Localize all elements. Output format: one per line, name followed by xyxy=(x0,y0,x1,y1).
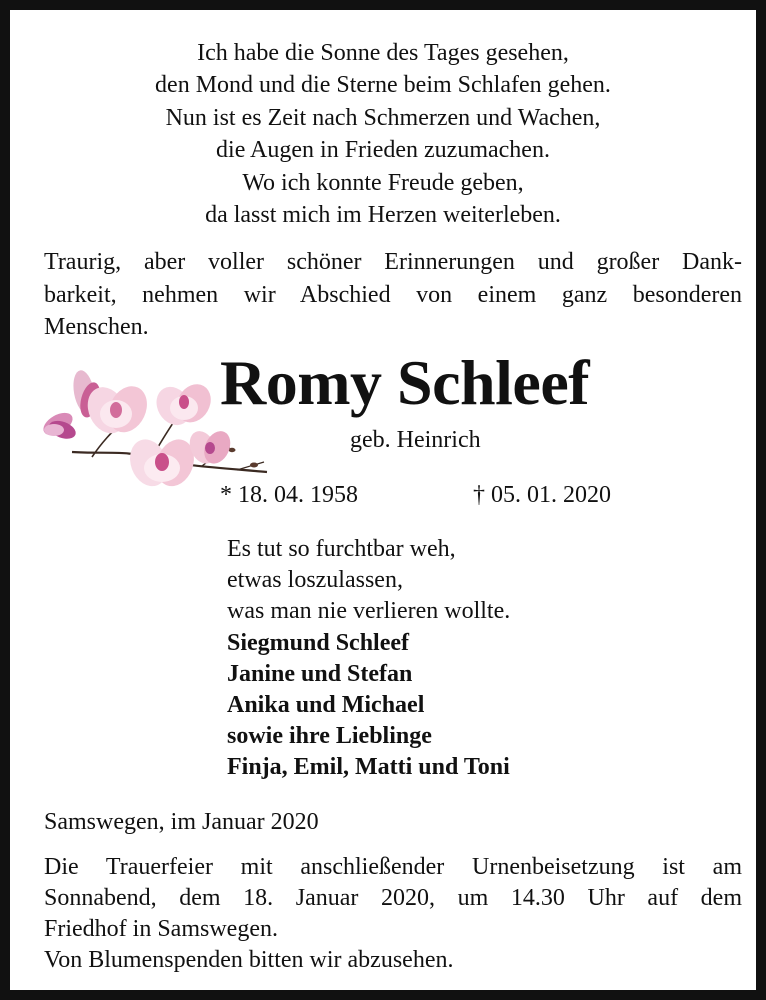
mourner-name: Siegmund Schleef xyxy=(227,629,410,656)
poem-line: die Augen in Frieden zuzumachen. xyxy=(216,137,550,164)
mourning-line: Es tut so furchtbar weh, xyxy=(227,536,456,562)
mourning-block xyxy=(227,534,510,784)
poem-line: da lasst mich im Herzen weiterleben. xyxy=(205,202,561,229)
mourning-line: etwas loszulassen, xyxy=(227,567,403,594)
intro-line: barkeit, nehmen wir Abschied von einem ganz besonderen xyxy=(44,281,742,308)
service-line: Die Trauerfeier mit anschließender Urnenbeisetzung ist am xyxy=(44,854,742,880)
intro-line: Traurig, aber voller schöner Erinnerungen und großer Dank- xyxy=(44,249,742,275)
poem-line: den Mond und die Sterne beim Schlafen gehen. xyxy=(155,72,611,99)
poem-line: Ich habe die Sonne des Tages gesehen, xyxy=(197,40,569,66)
mourner-name: sowie ihre Lieblinge xyxy=(227,723,432,750)
mourner-name: Anika und Michael xyxy=(227,692,425,719)
deceased-name: Romy Schleef xyxy=(220,347,590,418)
birth-date: * 18. 04. 1958 xyxy=(220,482,358,508)
place-date: Samswegen, im Januar 2020 xyxy=(44,809,319,835)
poem xyxy=(22,37,744,231)
poem-line: Wo ich konnte Freude geben, xyxy=(242,169,524,196)
service-line: Sonnabend, dem 18. Januar 2020, um 14.30 Uhr auf dem xyxy=(44,885,742,911)
service-line: Friedhof in Samswegen. xyxy=(44,916,278,942)
service-info xyxy=(44,852,742,976)
service-line: Von Blumenspenden bitten wir abzusehen. xyxy=(44,947,454,973)
mourner-name: Janine und Stefan xyxy=(227,660,413,687)
intro-text xyxy=(44,246,742,344)
mourning-line: was man nie verlieren wollte. xyxy=(227,598,511,625)
poem-line: Nun ist es Zeit nach Schmerzen und Wachen, xyxy=(165,104,601,131)
death-date: † 05. 01. 2020 xyxy=(473,482,611,508)
mourner-name: Finja, Emil, Matti und Toni xyxy=(227,754,510,781)
birth-name: geb. Heinrich xyxy=(350,427,481,453)
intro-line: Menschen. xyxy=(44,314,149,340)
